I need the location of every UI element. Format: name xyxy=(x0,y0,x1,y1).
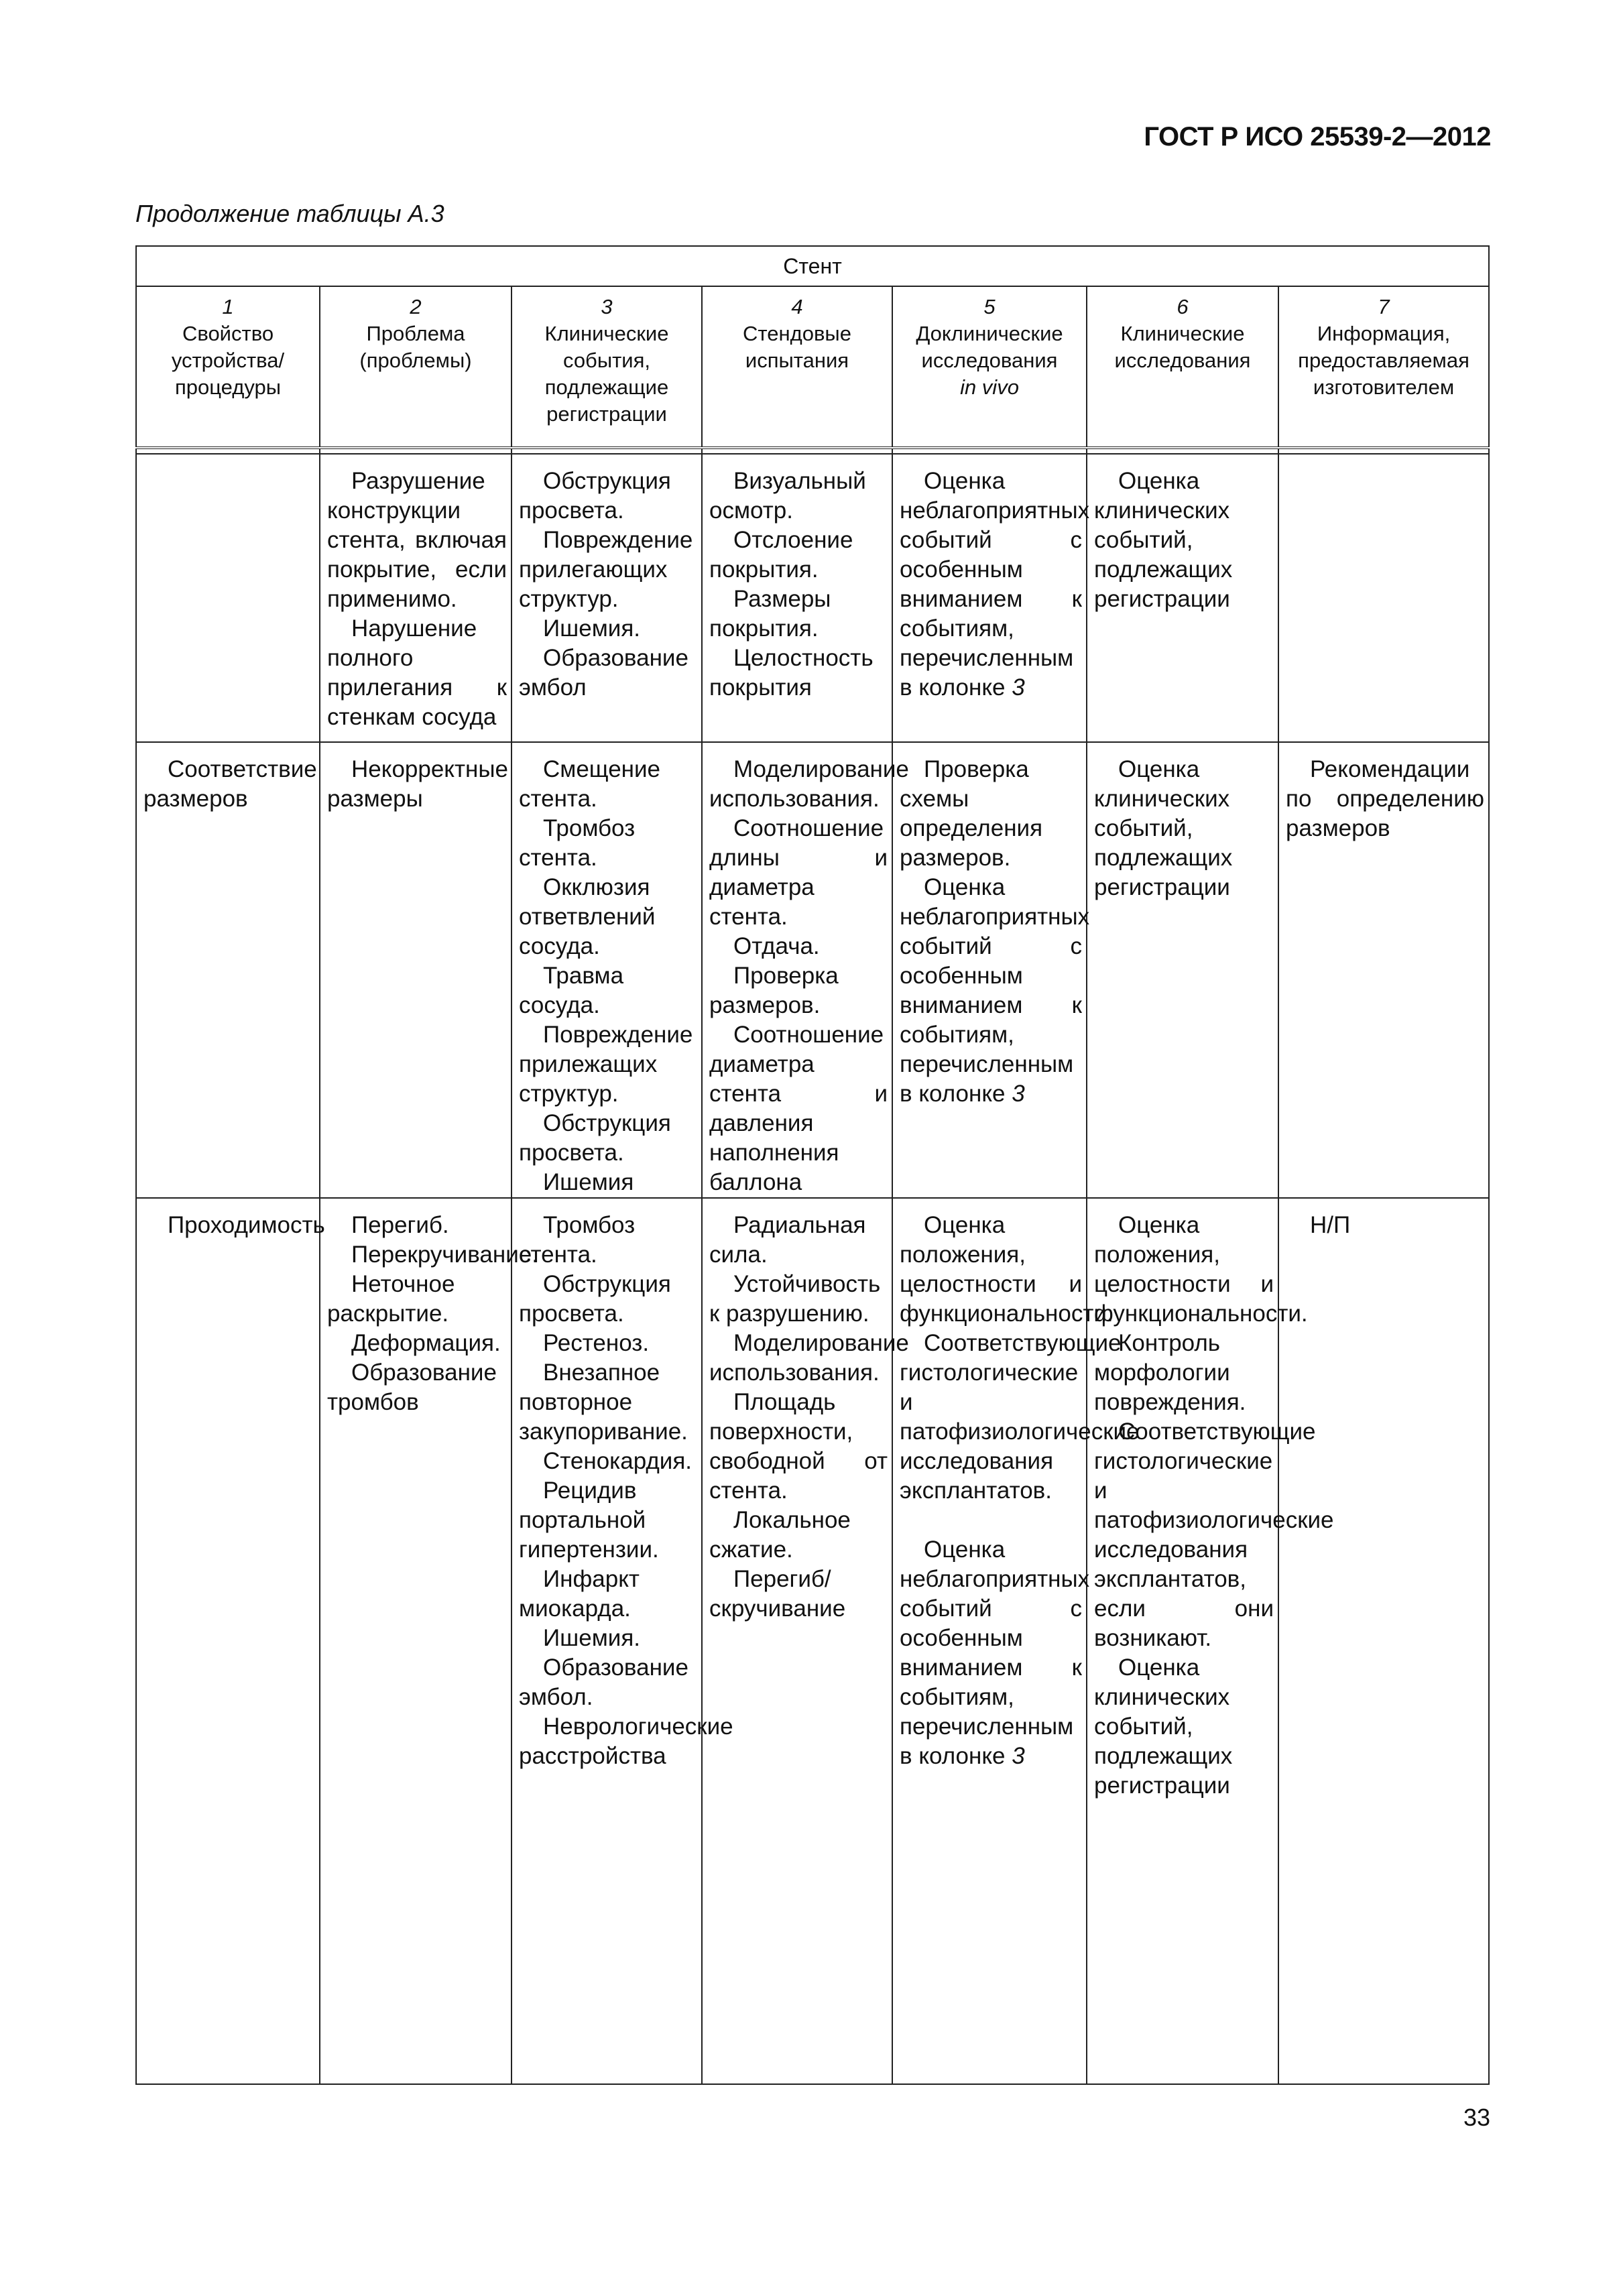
table-cell xyxy=(702,454,892,742)
cell-paragraph: Проверка размеров. xyxy=(709,963,839,1018)
cell-paragraph: Соответствующие гистологические и патофизиологические исследования эксплантатов, если они возникают. xyxy=(1094,1418,1334,1651)
cell-paragraph: Стенокардия. xyxy=(543,1448,693,1474)
cell-paragraph: Ишемия xyxy=(543,1169,634,1195)
table-cell xyxy=(136,454,320,742)
table-cell xyxy=(892,1198,1140,2084)
cell-paragraph: Смещение стента. xyxy=(519,756,661,812)
cell-paragraph: Образование эмбол xyxy=(519,645,688,701)
cell-paragraph: Перегиб/ скручивание xyxy=(709,1566,846,1622)
cell-paragraph: Тромбоз стента. xyxy=(519,1212,636,1268)
cell-paragraph xyxy=(900,1506,1082,1535)
document-code: ГОСТ Р ИСО 25539-2—2012 xyxy=(1144,122,1491,152)
table-cell xyxy=(702,1198,909,2084)
cell-paragraph: Обструкция просвета. xyxy=(519,1110,671,1166)
cell-paragraph: Соотношение длины и диаметра стента. xyxy=(709,815,888,930)
cell-paragraph: Обструкция просвета. xyxy=(519,468,671,524)
header-separator xyxy=(136,448,1489,454)
column-header: 3 Клинические события, подлежащие регистрации xyxy=(512,286,702,448)
table-cell xyxy=(1087,742,1278,1198)
table-title: Стент xyxy=(136,246,1489,286)
table-cell xyxy=(320,1198,538,2084)
cell-paragraph: Ишемия. xyxy=(543,1625,640,1651)
table-cell xyxy=(892,454,1090,742)
cell-paragraph: Площадь поверхности, свободной от стента. xyxy=(709,1389,888,1504)
cell-paragraph: Образование эмбол. xyxy=(519,1654,688,1710)
cell-paragraph: Окклюзия ответвлений сосуда. xyxy=(519,874,656,959)
cell-paragraph: Отслоение покрытия. xyxy=(709,527,853,583)
cell-paragraph: Контроль морфологии повреждения. xyxy=(1094,1330,1246,1415)
cell-paragraph: Оценка положения, целостности и функциональности. xyxy=(1094,1212,1308,1327)
cell-paragraph: Моделирование использования. xyxy=(709,1330,909,1386)
table-cell xyxy=(320,742,512,1198)
cell-paragraph: Оценка клинических событий, подлежащих регистрации xyxy=(1094,468,1233,612)
column-header: 1 Свойство устройства/ процедуры xyxy=(136,286,320,448)
cell-paragraph: Образование тромбов xyxy=(327,1360,497,1415)
cell-paragraph: Разрушение конструкции стента, включая покрытие, если применимо. xyxy=(327,468,507,612)
table-cell xyxy=(512,454,702,742)
table-cell xyxy=(1278,1198,1489,2084)
table-cell xyxy=(892,742,1090,1198)
table-cell xyxy=(136,1198,325,2084)
cell-paragraph: Радиальная сила. xyxy=(709,1212,866,1268)
cell-paragraph: Тромбоз стента. xyxy=(519,815,636,871)
cell-paragraph: Н/П xyxy=(1310,1212,1351,1238)
cell-paragraph: Рекомендации по определению размеров xyxy=(1286,756,1485,841)
page-number: 33 xyxy=(1463,2104,1490,2131)
cell-paragraph: Оценка неблагоприятных событий с особенным вниманием к событиям, перечисленным в колонке 3 xyxy=(900,468,1090,701)
cell-paragraph: Соответствие размеров xyxy=(143,756,317,812)
table-cell xyxy=(1278,454,1489,742)
table-row xyxy=(136,1198,1489,2084)
cell-paragraph: Рестеноз. xyxy=(543,1330,650,1356)
table-row xyxy=(136,454,1489,742)
cell-paragraph: Повреждение прилегающих структур. xyxy=(519,527,693,612)
cell-paragraph: Устойчивость к разрушению. xyxy=(709,1271,881,1327)
cell-paragraph: Некорректные размеры xyxy=(327,756,508,812)
column-header: 4 Стендовые испытания xyxy=(702,286,892,448)
requirements-table xyxy=(135,245,1490,2085)
cell-paragraph: Моделирование использования. xyxy=(709,756,909,812)
column-header: 7 Информация, предоставляемая изготовителем xyxy=(1278,286,1489,448)
cell-paragraph: Нарушение полного прилегания к стенкам сосуда xyxy=(327,615,507,730)
cell-paragraph: Рецидив портальной гипертензии. xyxy=(519,1477,659,1563)
cell-paragraph: Локальное сжатие. xyxy=(709,1507,851,1563)
cell-paragraph: Проходимость xyxy=(168,1212,325,1238)
cell-paragraph: Неточное раскрытие. xyxy=(327,1271,455,1327)
cell-paragraph: Отдача. xyxy=(733,933,820,959)
cell-paragraph: Неврологические расстройства xyxy=(519,1713,733,1769)
cell-paragraph: Оценка клинических событий, подлежащих регистрации xyxy=(1094,756,1233,900)
table-cell xyxy=(136,742,320,1198)
cell-paragraph: Травма сосуда. xyxy=(519,963,624,1018)
cell-paragraph: Оценка неблагоприятных событий с особенным вниманием к событиям, перечисленным в колонке 3 xyxy=(900,1536,1090,1769)
cell-paragraph: Оценка неблагоприятных событий с особенным вниманием к событиям, перечисленным в колонке 3 xyxy=(900,874,1090,1107)
cell-paragraph: Инфаркт миокарда. xyxy=(519,1566,640,1622)
table-row xyxy=(136,742,1489,1198)
cell-paragraph: Перегиб. xyxy=(351,1212,449,1238)
cell-paragraph: Деформация. xyxy=(351,1330,501,1356)
cell-paragraph: Повреждение прилежащих структур. xyxy=(519,1022,693,1107)
cell-paragraph: Ишемия. xyxy=(543,615,640,642)
table-caption: Продолжение таблицы А.3 xyxy=(135,200,444,227)
cell-paragraph: Оценка положения, целостности и функциональности. xyxy=(900,1212,1114,1327)
table-cell xyxy=(1278,742,1489,1198)
table-cell xyxy=(320,454,512,742)
column-header: 5 Доклинические исследования in vivo xyxy=(892,286,1087,448)
cell-paragraph: Соотношение диаметра стента и давления наполнения баллона xyxy=(709,1022,888,1195)
cell-paragraph: Размеры покрытия. xyxy=(709,586,831,642)
cell-paragraph: Перекручивание. xyxy=(351,1242,538,1268)
cell-paragraph: Оценка клинических событий, подлежащих регистрации xyxy=(1094,1654,1233,1799)
cell-paragraph: Проверка схемы определения размеров. xyxy=(900,756,1043,871)
header-row xyxy=(136,286,1489,448)
table-cell xyxy=(512,742,702,1198)
table-cell xyxy=(702,742,909,1198)
column-header: 6 Клинические исследования xyxy=(1087,286,1278,448)
cell-paragraph: Обструкция просвета. xyxy=(519,1271,671,1327)
table-cell xyxy=(512,1198,733,2084)
column-header: 2 Проблема (проблемы) xyxy=(320,286,512,448)
cell-paragraph: Соответствующие гистологические и патофизиологические исследования эксплантатов. xyxy=(900,1330,1140,1504)
cell-paragraph: Внезапное повторное закупоривание. xyxy=(519,1360,688,1445)
table-cell xyxy=(1087,454,1278,742)
cell-paragraph: Целостность покрытия xyxy=(709,645,874,701)
cell-paragraph: Визуальный осмотр. xyxy=(709,468,866,524)
